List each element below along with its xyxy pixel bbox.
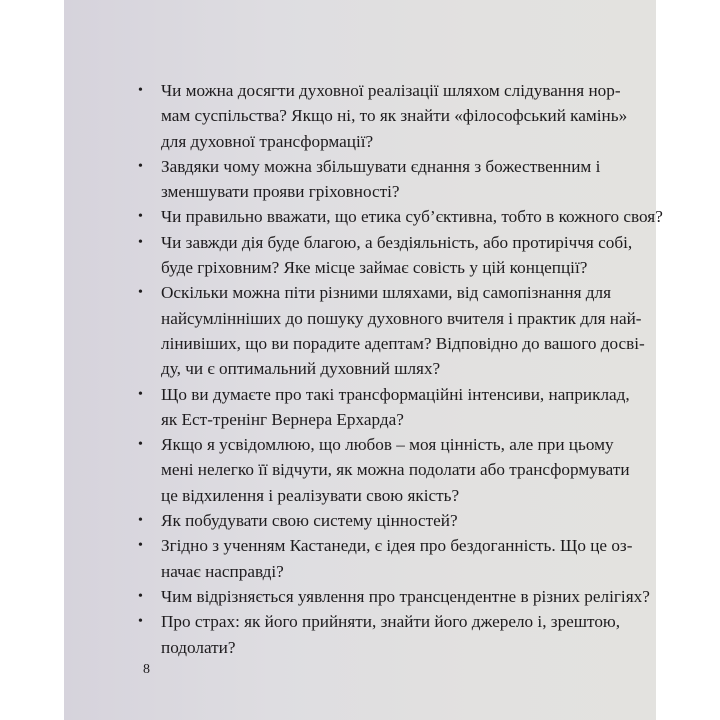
bullet-icon: • xyxy=(138,285,143,301)
text-line: Завдяки чому можна збільшувати єднання з божественним і xyxy=(161,156,601,176)
question-item xyxy=(64,230,656,281)
text-line: як Ест-тренінг Вернера Ерхарда? xyxy=(161,409,404,429)
question-list xyxy=(64,78,663,660)
question-item xyxy=(64,78,656,154)
text-line: Про страх: як його прийняти, знайти його джерело і, зрештою, xyxy=(161,612,621,632)
text-line: Згідно з ученням Кастанеди, є ідея про бездоганність. Що це оз- xyxy=(161,536,633,556)
bullet-icon: • xyxy=(138,513,143,529)
text-line: це відхилення і реалізувати свою якість? xyxy=(161,485,460,505)
page-number: 8 xyxy=(143,662,150,677)
text-line: лінивіших, що ви порадите адептам? Відповідно до вашого досві- xyxy=(161,333,645,353)
question-item xyxy=(64,204,663,229)
question-item xyxy=(64,533,656,584)
bullet-icon: • xyxy=(138,588,143,604)
text-line: Що ви думаєте про такі трансформаційні інтенсиви, наприклад, xyxy=(161,384,630,404)
text-line: для духовної трансформації? xyxy=(161,131,374,151)
text-line: буде гріховним? Яке місце займає совість у цій концепції? xyxy=(161,258,588,278)
text-line: начає насправді? xyxy=(161,561,284,581)
text-line: Чи правильно вважати, що етика суб’єктивна, тобто в кожного своя? xyxy=(161,207,663,227)
bullet-icon: • xyxy=(138,234,143,250)
text-line: Якщо я усвідомлюю, що любов – моя цінність, але при цьому xyxy=(161,435,614,455)
question-item xyxy=(64,280,656,381)
bullet-icon: • xyxy=(138,158,143,174)
page-content xyxy=(64,78,663,660)
question-item xyxy=(64,382,656,433)
bullet-icon: • xyxy=(138,209,143,225)
book-page xyxy=(64,0,663,720)
question-item xyxy=(64,154,656,205)
bullet-icon: • xyxy=(138,437,143,453)
question-item xyxy=(64,432,656,508)
text-line: Чи можна досягти духовної реалізації шляхом слідування нор- xyxy=(161,81,621,100)
text-line: Чим відрізняється уявлення про трансцендентне в різних релігіях? xyxy=(161,586,650,606)
text-line: Як побудувати свою систему цінностей? xyxy=(161,511,458,531)
question-item xyxy=(64,584,656,609)
text-line: ду, чи є оптимальний духовний шлях? xyxy=(161,359,441,379)
text-line: найсумлінніших до пошуку духовного вчителя і практик для най- xyxy=(161,308,642,328)
text-line: Чи завжди дія буде благою, а бездіяльність, або протиріччя собі, xyxy=(161,232,633,252)
bullet-icon: • xyxy=(138,83,143,98)
text-line: подолати? xyxy=(161,637,236,657)
text-line: мам суспільства? Якщо ні, то як знайти «філософський камінь» xyxy=(161,106,628,126)
text-line: зменшувати прояви гріховності? xyxy=(161,182,400,202)
bullet-icon: • xyxy=(138,538,143,554)
question-item xyxy=(64,508,656,533)
text-line: Оскільки можна піти різними шляхами, від самопізнання для xyxy=(161,283,612,303)
bullet-icon: • xyxy=(138,386,143,402)
bullet-icon: • xyxy=(138,614,143,630)
text-line: мені нелегко її відчути, як можна подолати або трансформувати xyxy=(161,460,630,480)
question-item xyxy=(64,609,656,660)
